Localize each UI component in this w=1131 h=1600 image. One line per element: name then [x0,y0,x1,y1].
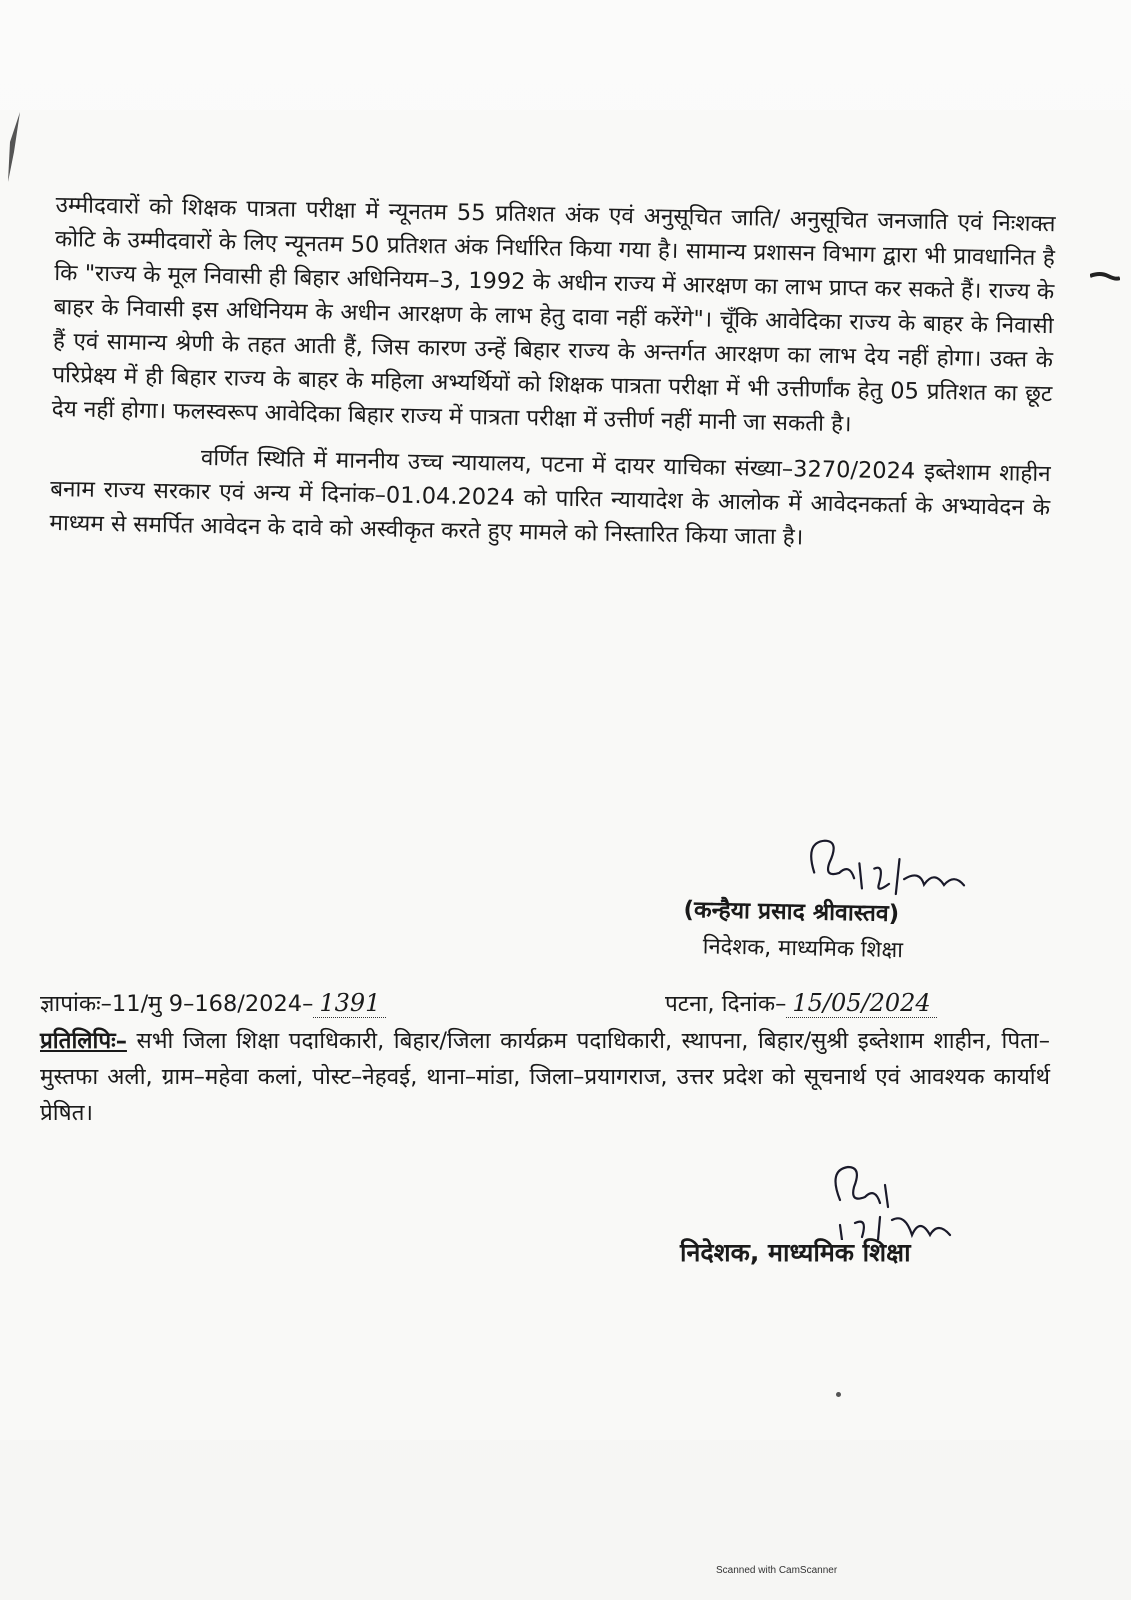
second-signatory-designation: निदेशक, माध्यमिक शिक्षा [680,1238,911,1267]
second-signature-block [680,1155,1000,1285]
body-paragraph-2: वर्णित स्थिति में माननीय उच्च न्यायालय, पटना में दायर याचिका संख्या–3270/2024 इब्तेशाम शाहीन बनाम राज्य सरकार एवं अन्य में दिनांक–01.04.2024 को पारित न्यायादेश के आलोक में आवेदनकर्ता के अभ्यावेदन के माध्यम से समर्पित आवेदन के दावे को अस्वीकृत करते हुए मामले को निस्तारित किया जाता है। [49,444,1051,551]
copy-label: प्रतिलिपिः– [40,1028,127,1054]
memo-number-label: ज्ञापांकः–11/मु 9–168/2024– [40,991,314,1017]
memo-number-handwritten: 1391 [313,989,386,1018]
scanner-watermark: Scanned with CamScanner [716,1565,838,1576]
letter-body [49,188,1056,559]
handwritten-signature-2 [820,1155,980,1240]
memo-number [40,985,386,1022]
copy-to-paragraph [40,1023,1050,1131]
memo-date-label: पटना, दिनांक– [665,991,787,1017]
director-signature-block [682,830,1005,976]
signatory-name: (कन्हैया प्रसाद श्रीवास्तव) [683,896,900,928]
stray-dot [836,1392,841,1397]
memo-date-handwritten: 15/05/2024 [786,989,936,1018]
memo-number-line [40,985,1050,1023]
corner-fold-mark [6,112,24,182]
copy-recipients: सभी जिला शिक्षा पदाधिकारी, बिहार/जिला कार्यक्रम पदाधिकारी, स्थापना, बिहार/सुश्री इब्तेशाम शाहीन, पिता–मुस्तफा अली, ग्राम–महेवा कलां, पोस्ट–नेहवई, थाना–मांडा, जिला–प्रयागराज, उत्तर प्रदेश को सूचनार्थ एवं आवश्यक कार्यार्थ प्रेषित। [40,1028,1050,1126]
memo-date [665,985,937,1022]
signatory-designation: निदेशक, माध्यमिक शिक्षा [702,934,904,964]
memo-section [40,985,1050,1131]
body-paragraph-1: उम्मीदवारों को शिक्षक पात्रता परीक्षा में न्यूनतम 55 प्रतिशत अंक एवं अनुसूचित जाति/ अनुसूचित जनजाति एवं निःशक्त कोटि के उम्मीदवारों के लिए न्यूनतम 50 प्रतिशत अंक निर्धारित किया गया है। सामान्य प्रशासन विभाग द्वारा भी प्रावधानित है कि "राज्य के मूल निवासी ही बिहार अधिनियम–3, 1992 के अधीन राज्य में आरक्षण का लाभ प्राप्त कर सकते हैं। राज्य के बाहर के निवासी इस अधिनियम के अधीन आरक्षण के लाभ हेतु दावा नहीं करेंगे"। चूँकि आवेदिका राज्य के बाहर के निवासी हैं एवं सामान्य श्रेणी के तहत आती हैं, जिस कारण उन्हें बिहार राज्य के अन्तर्गत आरक्षण का लाभ देय नहीं होगा। उक्त के परिप्रेक्ष्य में ही बिहार राज्य के बाहर के महिला अभ्यर्थियों को शिक्षक पात्रता परीक्षा में भी उत्तीर्णांक हेतु 05 प्रतिशत का छूट देय नहीं होगा। फलस्वरूप आवेदिका बिहार राज्य में पात्रता परीक्षा में उत्तीर्ण नहीं मानी जा सकती है। [51,191,1056,438]
edge-mark [1090,270,1120,284]
